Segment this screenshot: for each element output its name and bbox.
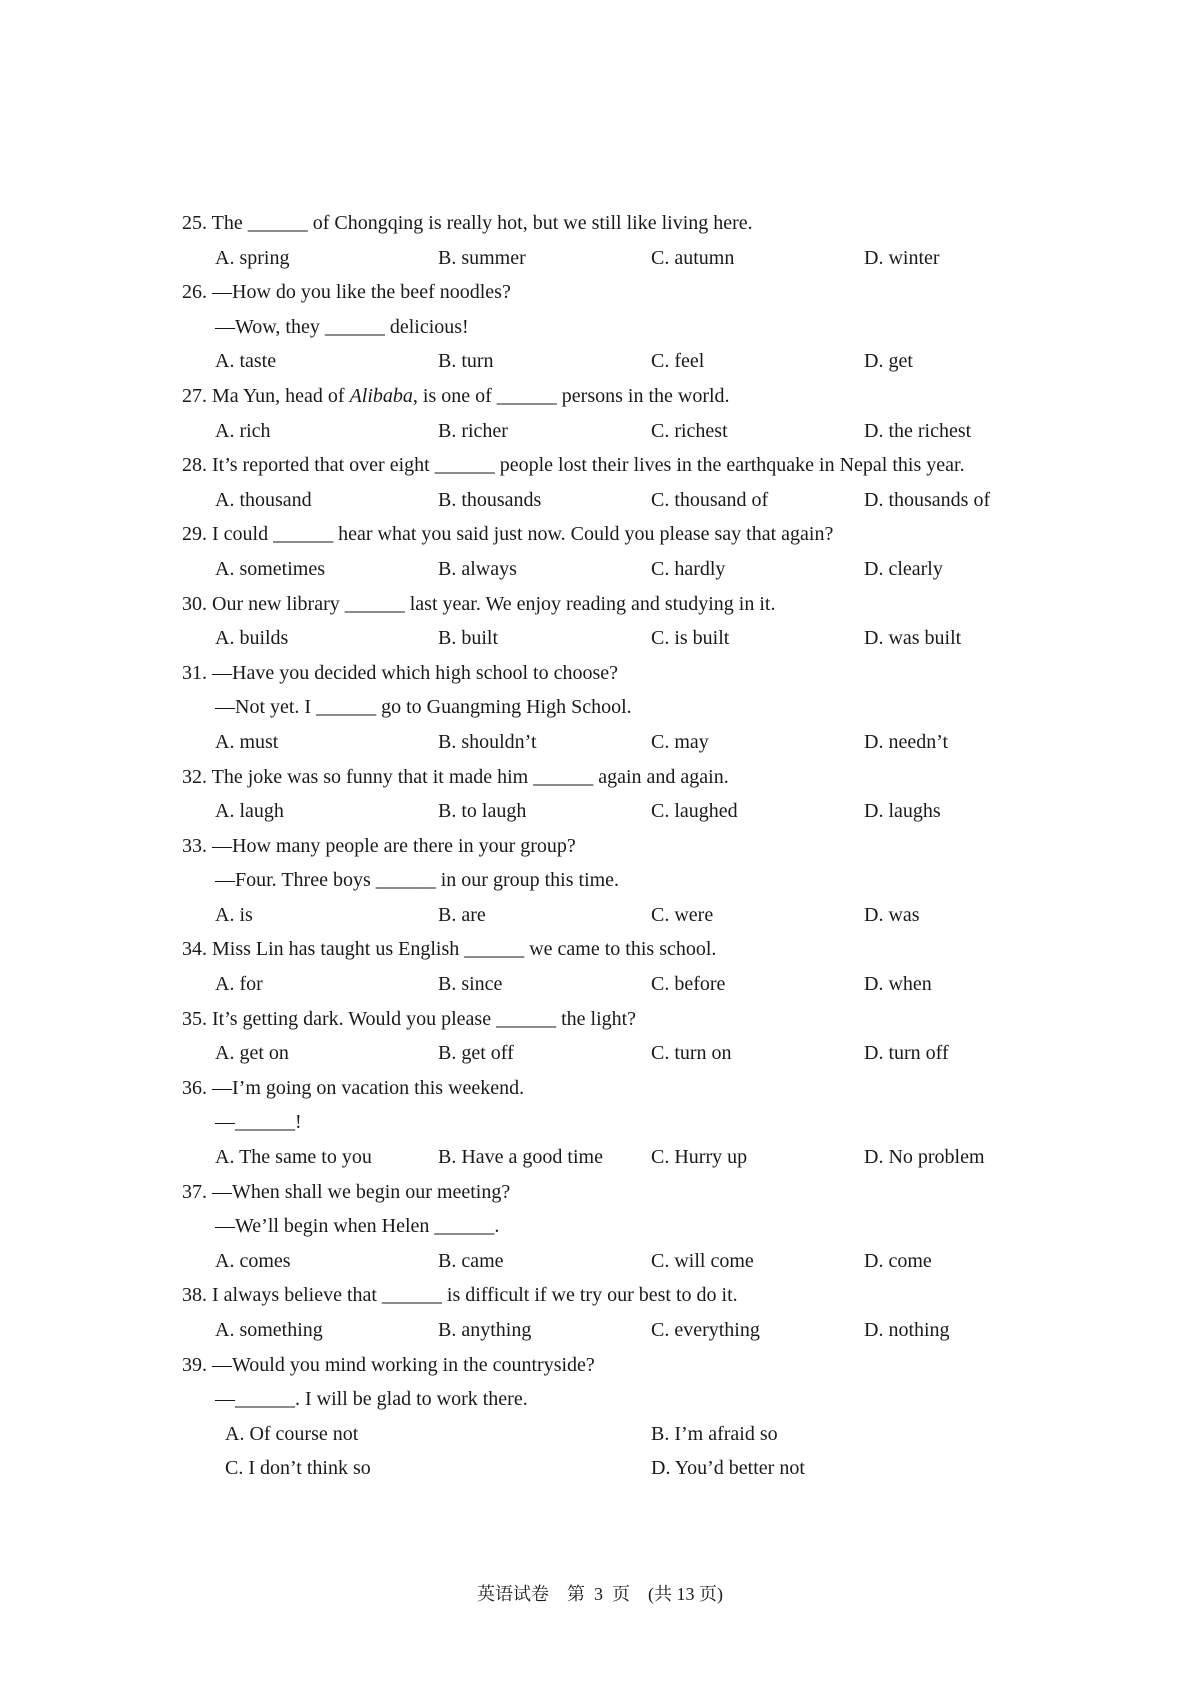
question-35-options: [182, 1036, 1082, 1071]
question-33-stem: 33. —How many people are there in your group?: [182, 834, 576, 857]
option-a: A. spring: [215, 246, 290, 269]
question-31-reply: —Not yet. I ______ go to Guangming High School.: [215, 696, 632, 719]
option-a: A. The same to you: [215, 1146, 372, 1169]
question-37-options: [182, 1244, 1082, 1279]
question-36-stem: 36. —I’m going on vacation this weekend.: [182, 1076, 525, 1099]
option-d: D. No problem: [864, 1146, 985, 1169]
option-a: A. for: [215, 973, 263, 996]
option-a: A. comes: [215, 1249, 291, 1272]
question-25-stem: 25. The ______ of Chongqing is really hot, but we still like living here.: [182, 212, 753, 234]
question-28-stem: 28. It’s reported that over eight ______ people lost their lives in the earthquake in Nepal this year.: [182, 454, 965, 477]
option-a: A. something: [215, 1319, 323, 1341]
option-a: A. is: [215, 903, 253, 926]
option-d: D. come: [864, 1249, 932, 1272]
option-c: C. everything: [651, 1319, 760, 1341]
question-37-reply: —We’ll begin when Helen ______.: [215, 1215, 500, 1238]
question-27-company: Alibaba: [349, 384, 413, 407]
option-d: D. the richest: [864, 419, 972, 442]
question-37-stem: 37. —When shall we begin our meeting?: [182, 1180, 511, 1203]
option-c: C. thousand of: [651, 488, 769, 511]
option-a: A. laugh: [215, 800, 284, 823]
question-30-stem: 30. Our new library ______ last year. We enjoy reading and studying in it.: [182, 592, 776, 615]
option-d: D. laughs: [864, 800, 941, 823]
option-b: B. to laugh: [438, 800, 527, 823]
question-32-options: [182, 794, 1082, 829]
question-26-stem: 26. —How do you like the beef noodles?: [182, 281, 511, 304]
option-c: C. richest: [651, 419, 728, 442]
option-a: A. must: [215, 730, 279, 753]
option-c: C. before: [651, 973, 726, 996]
option-a: A. builds: [215, 627, 289, 650]
option-d: D. get: [864, 350, 913, 373]
option-b: B. built: [438, 627, 499, 650]
option-b: B. summer: [438, 246, 526, 269]
question-36-options: [182, 1140, 1082, 1175]
option-c: C. is built: [651, 627, 730, 650]
question-34-options: [182, 967, 1082, 1002]
question-25-options: [182, 241, 1082, 276]
question-27-stem: [182, 379, 1082, 414]
question-39-options-row-1: [182, 1417, 1082, 1452]
option-d: D. when: [864, 973, 932, 996]
option-d: D. was built: [864, 627, 962, 650]
question-36-reply: —______!: [215, 1111, 302, 1134]
question-39-stem: 39. —Would you mind working in the countryside?: [182, 1353, 595, 1376]
option-b: B. get off: [438, 1042, 514, 1065]
option-d: D. was: [864, 903, 920, 926]
footer-page-number: 第 3 页: [567, 1584, 630, 1604]
option-c: C. may: [651, 730, 709, 753]
question-29-stem: 29. I could ______ hear what you said just now. Could you please say that again?: [182, 523, 834, 546]
option-c: C. feel: [651, 350, 705, 373]
question-31-stem: 31. —Have you decided which high school to choose?: [182, 661, 619, 684]
option-b: B. I’m afraid so: [651, 1422, 778, 1445]
question-39-options-row-2: [182, 1451, 1082, 1486]
option-d: D. thousands of: [864, 488, 991, 511]
question-26-reply: —Wow, they ______ delicious!: [215, 315, 469, 338]
option-b: B. since: [438, 973, 503, 996]
option-b: B. came: [438, 1249, 504, 1272]
footer-subject: 英语试卷: [477, 1584, 549, 1604]
option-a: A. get on: [215, 1042, 289, 1065]
option-c: C. will come: [651, 1249, 754, 1272]
question-list: [182, 206, 1082, 1486]
option-b: B. thousands: [438, 488, 542, 511]
option-c: C. hardly: [651, 557, 726, 580]
option-b: B. are: [438, 903, 486, 926]
option-d: D. needn’t: [864, 730, 949, 753]
question-38-stem: 38. I always believe that ______ is difficult if we try our best to do it.: [182, 1284, 738, 1307]
option-a: A. Of course not: [225, 1422, 359, 1445]
question-34-stem: 34. Miss Lin has taught us English ______ we came to this school.: [182, 938, 717, 961]
option-c: C. turn on: [651, 1042, 732, 1065]
option-d: D. nothing: [864, 1319, 950, 1341]
option-c: C. autumn: [651, 246, 735, 269]
option-d: D. clearly: [864, 557, 943, 580]
option-d: D. You’d better not: [651, 1457, 805, 1480]
option-b: B. shouldn’t: [438, 730, 537, 753]
question-38-options: [182, 1313, 1082, 1348]
option-b: B. turn: [438, 350, 494, 373]
option-a: A. taste: [215, 350, 277, 373]
option-b: B. always: [438, 557, 517, 580]
question-30-options: [182, 621, 1082, 656]
footer-total-pages: (共 13 页): [648, 1584, 723, 1604]
question-26-options: [182, 344, 1082, 379]
question-28-options: [182, 483, 1082, 518]
question-27-options: [182, 414, 1082, 449]
question-32-stem: 32. The joke was so funny that it made him ______ again and again.: [182, 765, 729, 788]
question-35-stem: 35. It’s getting dark. Would you please ______ the light?: [182, 1007, 637, 1030]
option-c: C. laughed: [651, 800, 738, 823]
question-39-reply: —______. I will be glad to work there.: [215, 1388, 528, 1411]
question-29-options: [182, 552, 1082, 587]
question-33-options: [182, 898, 1082, 933]
option-c: C. I don’t think so: [225, 1457, 371, 1480]
question-33-reply: —Four. Three boys ______ in our group this time.: [215, 869, 620, 892]
option-b: B. richer: [438, 419, 508, 442]
option-c: C. Hurry up: [651, 1146, 748, 1169]
question-27-stem-end: , is one of ______ persons in the world.: [412, 384, 730, 407]
option-b: B. Have a good time: [438, 1146, 603, 1169]
option-d: D. turn off: [864, 1042, 949, 1065]
question-31-options: [182, 725, 1082, 760]
option-a: A. rich: [215, 419, 271, 442]
option-d: D. winter: [864, 246, 940, 269]
option-a: A. sometimes: [215, 557, 325, 580]
question-27-stem-start: 27. Ma Yun, head of: [182, 384, 350, 407]
option-b: B. anything: [438, 1319, 532, 1341]
page-footer: [0, 1582, 1200, 1606]
option-a: A. thousand: [215, 488, 312, 511]
option-c: C. were: [651, 903, 714, 926]
